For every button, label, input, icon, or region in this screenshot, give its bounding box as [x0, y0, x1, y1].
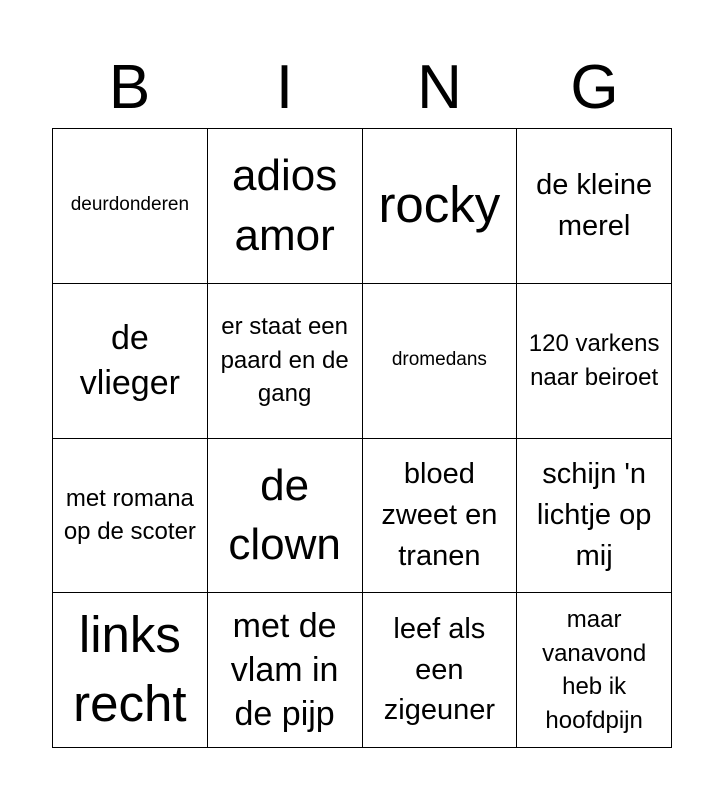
cell-text: maar vanavond heb ik hoofdpijn [542, 605, 647, 734]
bingo-cell[interactable] [363, 439, 518, 594]
cell-text: bloed zweet en tranen [381, 458, 498, 572]
bingo-cell[interactable] [208, 129, 363, 284]
bingo-cell[interactable] [363, 593, 518, 748]
bingo-cell[interactable] [363, 129, 518, 284]
cell-text: de clown [228, 460, 341, 570]
header-letter-b: B [108, 53, 151, 122]
bingo-cell[interactable] [53, 439, 208, 594]
bingo-header [52, 48, 672, 128]
cell-text: dromedans [391, 349, 487, 371]
header-letter-i: I [275, 53, 294, 122]
bingo-cell[interactable] [208, 439, 363, 594]
cell-text: met romana op de scoter [63, 484, 196, 546]
header-letter-n: N [417, 53, 462, 122]
cell-text: met de vlam in de pijp [230, 606, 339, 734]
header-letter-g: G [570, 53, 619, 122]
bingo-cell[interactable] [208, 284, 363, 439]
cell-text: leef als een zigeuner [383, 613, 495, 727]
bingo-card-grid [52, 128, 672, 748]
bingo-cell[interactable] [517, 439, 672, 594]
cell-text: er staat een paard en de gang [220, 313, 349, 408]
cell-text: adios amor [232, 151, 338, 260]
bingo-cell[interactable] [517, 129, 672, 284]
bingo-cell[interactable] [363, 284, 518, 439]
bingo-cell[interactable] [53, 593, 208, 748]
cell-text: links recht [73, 606, 187, 733]
cell-text: de kleine merel [536, 169, 653, 242]
cell-text: schijn 'n lichtje op mij [536, 458, 652, 572]
bingo-cell[interactable] [53, 284, 208, 439]
bingo-cell[interactable] [517, 593, 672, 748]
bingo-cell[interactable] [517, 284, 672, 439]
cell-text: de vlieger [79, 319, 180, 402]
cell-text: deurdonderen [70, 194, 190, 216]
bingo-cell[interactable] [53, 129, 208, 284]
cell-text: 120 varkens naar beiroet [528, 330, 660, 391]
bingo-cell[interactable] [208, 593, 363, 748]
cell-text: rocky [378, 176, 501, 234]
